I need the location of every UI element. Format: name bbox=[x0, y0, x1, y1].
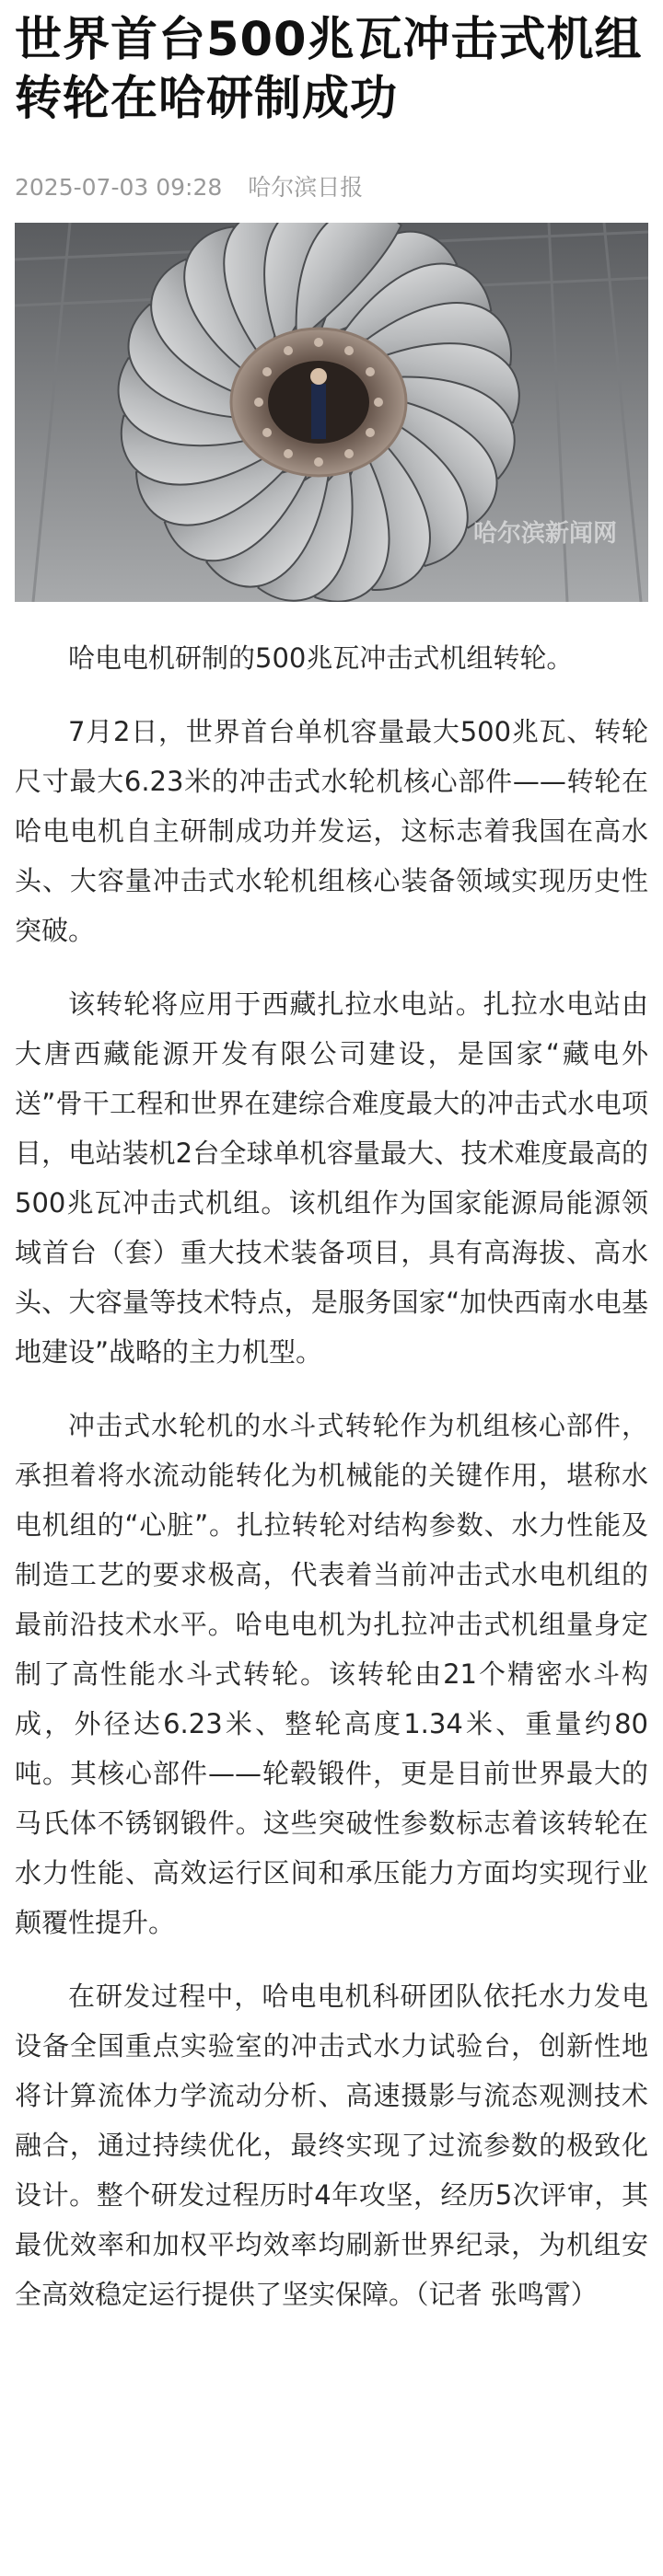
turbine-runner-photo[interactable] bbox=[15, 223, 648, 602]
paragraph: 在研发过程中，哈电电机科研团队依托水力发电设备全国重点实验室的冲击式水力试验台，创新性地将计算流体力学流动分析、高速摄影与流态观测技术融合，通过持续优化，最终实现了过流参数的极致化设计。整个研发过程历时4年攻坚，经历5次评审，其最优效率和加权平均效率均刷新世界纪录，为机组安全高效稳定运行提供了坚实保障。（记者 张鸣霄） bbox=[15, 1981, 648, 2310]
image-caption: 哈电电机研制的500兆瓦冲击式机组转轮。 bbox=[68, 642, 574, 674]
article-meta bbox=[15, 173, 648, 202]
paragraph: 7月2日，世界首台单机容量最大500兆瓦、转轮尺寸最大6.23米的冲击式水轮机核心部件——转轮在哈电电机自主研制成功并发运，这标志着我国在高水头、大容量冲击式水轮机组核心装备领域实现历史性突破。 bbox=[15, 716, 648, 946]
article-title: 世界首台500兆瓦冲击式机组转轮在哈研制成功 bbox=[15, 13, 643, 126]
paragraph: 该转轮将应用于西藏扎拉水电站。扎拉水电站由大唐西藏能源开发有限公司建设，是国家“藏电外送”骨干工程和世界在建综合难度最大的冲击式水电项目，电站装机2台全球单机容量最大、技术难度最高的500兆瓦冲击式机组。该机组作为国家能源局能源领域首台（套）重大技术装备项目，具有高海拔、高水头、大容量等技术特点，是服务国家“加快西南水电基地建设”战略的主力机型。 bbox=[15, 988, 648, 1368]
source-name: 哈尔滨日报 bbox=[248, 174, 364, 201]
publish-date: 2025-07-03 09:28 bbox=[15, 174, 223, 201]
paragraph: 冲击式水轮机的水斗式转轮作为机组核心部件，承担着将水流动能转化为机械能的关键作用，堪称水电机组的“心脏”。扎拉转轮对结构参数、水力性能及制造工艺的要求极高，代表着当前冲击式水电机组的最前沿技术水平。哈电电机为扎拉冲击式机组量身定制了高性能水斗式转轮。该转轮由21个精密水斗构成，外径达6.23米、整轮高度1.34米、重量约80吨。其核心部件——轮毂锻件，更是目前世界最大的马氏体不锈钢锻件。这些突破性参数标志着该转轮在水力性能、高效运行区间和承压能力方面均实现行业颠覆性提升。 bbox=[15, 1410, 648, 1938]
image-watermark: 哈尔滨新闻网 bbox=[472, 520, 617, 548]
